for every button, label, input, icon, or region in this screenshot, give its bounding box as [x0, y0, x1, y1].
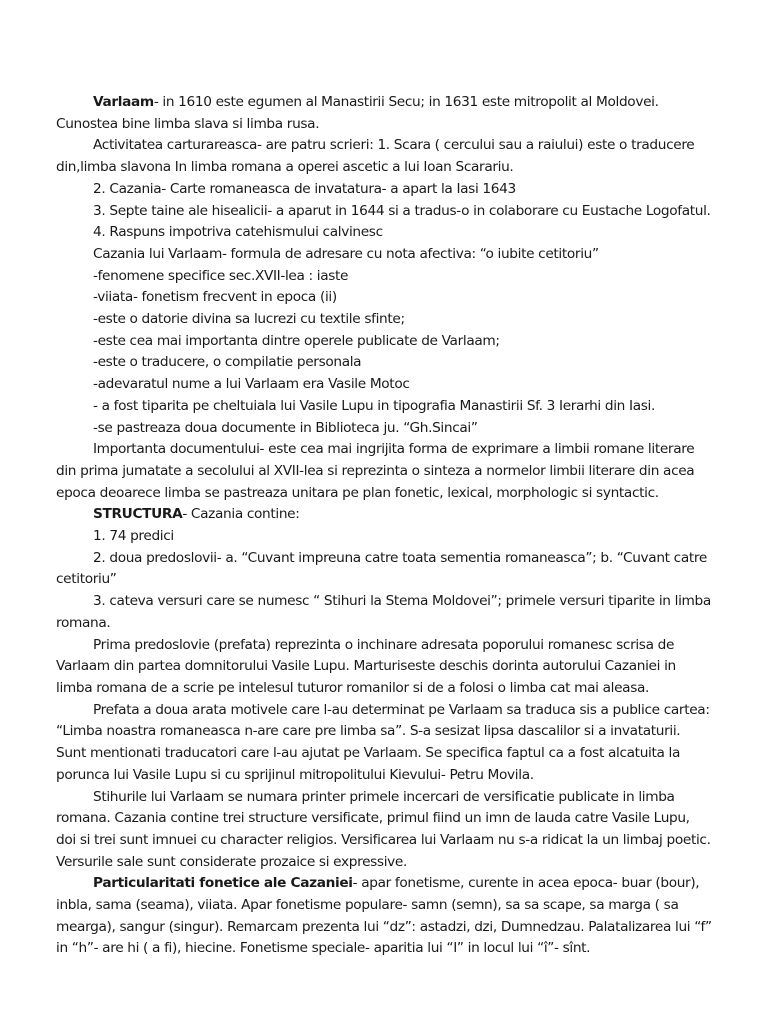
list-item-tiparita: - a fost tiparita pe cheltuiala lui Vasile Lupu in tipografia Manastirii Sf. 3 Ierarhi din Iasi. [93, 397, 655, 414]
list-item-traducere: -este o traducere, o compilatie personala [93, 354, 362, 371]
list-item-predici: 1. 74 predici [93, 528, 174, 545]
paragraph-activity: Activitatea carturareasca- are patru scrieri: 1. Scara ( cercului sau a raiului) este o traducere din,limba slavona In limba romana a operei ascetic a lui Ioan Scarariu. [56, 137, 695, 176]
list-item-fenomene: -fenomene specifice sec.XVII-lea : iaste [93, 267, 349, 284]
document-body [56, 92, 713, 960]
paragraph-text: - in 1610 este egumen al Manastirii Secu; in 1631 este mitropolit al Moldovei. Cunostea bine limba slava si limba rusa. [56, 94, 659, 132]
list-item-datorie: -este o datorie divina sa lucrezi cu textile sfinte; [93, 311, 405, 328]
bold-heading-particularitati: Particularitati fonetice ale Cazaniei [93, 875, 353, 892]
list-item-cazania: 2. Cazania- Carte romaneasca de invatatura- a apart la Iasi 1643 [93, 180, 516, 197]
list-item-versuri: 3. cateva versuri care se numesc “ Stihuri la Stema Moldovei”; primele versuri tiparite in limba romana. [56, 593, 711, 631]
paragraph-varlaam-intro [56, 92, 713, 135]
paragraph-particularitati [56, 873, 713, 960]
paragraph-structura [56, 504, 713, 526]
list-item-nume: -adevaratul nume a lui Varlaam era Vasile Motoc [93, 376, 410, 393]
list-item-documente: -se pastreaza doua documente in Biblioteca ju. “Gh.Sincai” [93, 419, 478, 436]
list-item-predoslovii: 2. doua predoslovii- a. “Cuvant impreuna catre toata sementia romaneasca”; b. “Cuvant catre cetitoriu” [56, 549, 707, 588]
paragraph-cazania-formula: Cazania lui Varlaam- formula de adresare cu nota afectiva: “o iubite cetitoriu” [93, 245, 599, 262]
list-item-raspuns: 4. Raspuns impotriva catehismului calvinesc [93, 224, 383, 241]
bold-heading-varlaam: Varlaam [93, 94, 154, 110]
list-item-viiata: -viiata- fonetism frecvent in epoca (ii) [93, 289, 337, 306]
list-item-septe-taine: 3. Septe taine ale hisealicii- a aparut in 1644 si a tradus-o in colaborare cu Eustache Logofatul. [93, 202, 711, 219]
list-item-importanta: -este cea mai importanta dintre operele publicate de Varlaam; [93, 332, 500, 349]
paragraph-prima-predoslovie: Prima predoslovie (prefata) reprezinta o inchinare adresata poporului romanesc scrisa de Varlaam din partea domnitorului Vasile Lupu. Marturiseste deschis dorinta autorului Cazaniei in limba romana de a scrie pe intelesul tuturor romanilor si de a folosi o limba cat mai aleasa. [56, 636, 676, 696]
paragraph-text: - Cazania contine: [182, 506, 300, 523]
paragraph-prefata-doua: Prefata a doua arata motivele care l-au determinat pe Varlaam sa traduca sis a publice cartea: “Limba noastra romaneasca n-are care pre limba sa”. S-a sesizat lipsa dascalilor si a invataturii. Sunt mentionati traducatori care l-au ajutat pe Varlaam. Se specifica faptul ca a fost alcatuita la porunca lui Vasile Lupu si cu sprijinul mitropolitului Kievului- Petru Movila. [56, 701, 710, 783]
bold-heading-structura: STRUCTURA [93, 506, 183, 523]
paragraph-text: - apar fonetisme, curente in acea epoca- buar (bour), inbla, sama (seama), viiata. Apar fonetisme populare- samn (semn), sa sa scape, sa marga ( sa mearga), sangur (singur). Remarcam prezenta lui “dz”: astadzi, dzi, Dumnedzau. Palatalizarea lui “f” in “h”- are hi ( a fi), hiecine. Fonetisme speciale- aparitia lui “I” in locul lui “î”- sînt. [56, 875, 712, 957]
paragraph-importanta-documentului: Importanta documentului- este cea mai ingrijita forma de exprimare a limbii romane literare din prima jumatate a secolului al XVII-lea si reprezinta o sinteza a normelor limbii literare din acea epoca deoarece limba se pastreaza unitara pe plan fonetic, lexical, morphologic si syntactic. [56, 441, 695, 501]
paragraph-stihurile: Stihurile lui Varlaam se numara printer primele incercari de versificatie publicate in limba romana. Cazania contine trei structure versificate, primul fiind un imn de lauda catre Vasile Lupu, doi si trei sunt imnuei cu character religios. Versificarea lui Varlaam nu s-a ridicat la un limbaj poetic. Versurile sale sunt considerate prozaice si expressive. [56, 788, 711, 870]
